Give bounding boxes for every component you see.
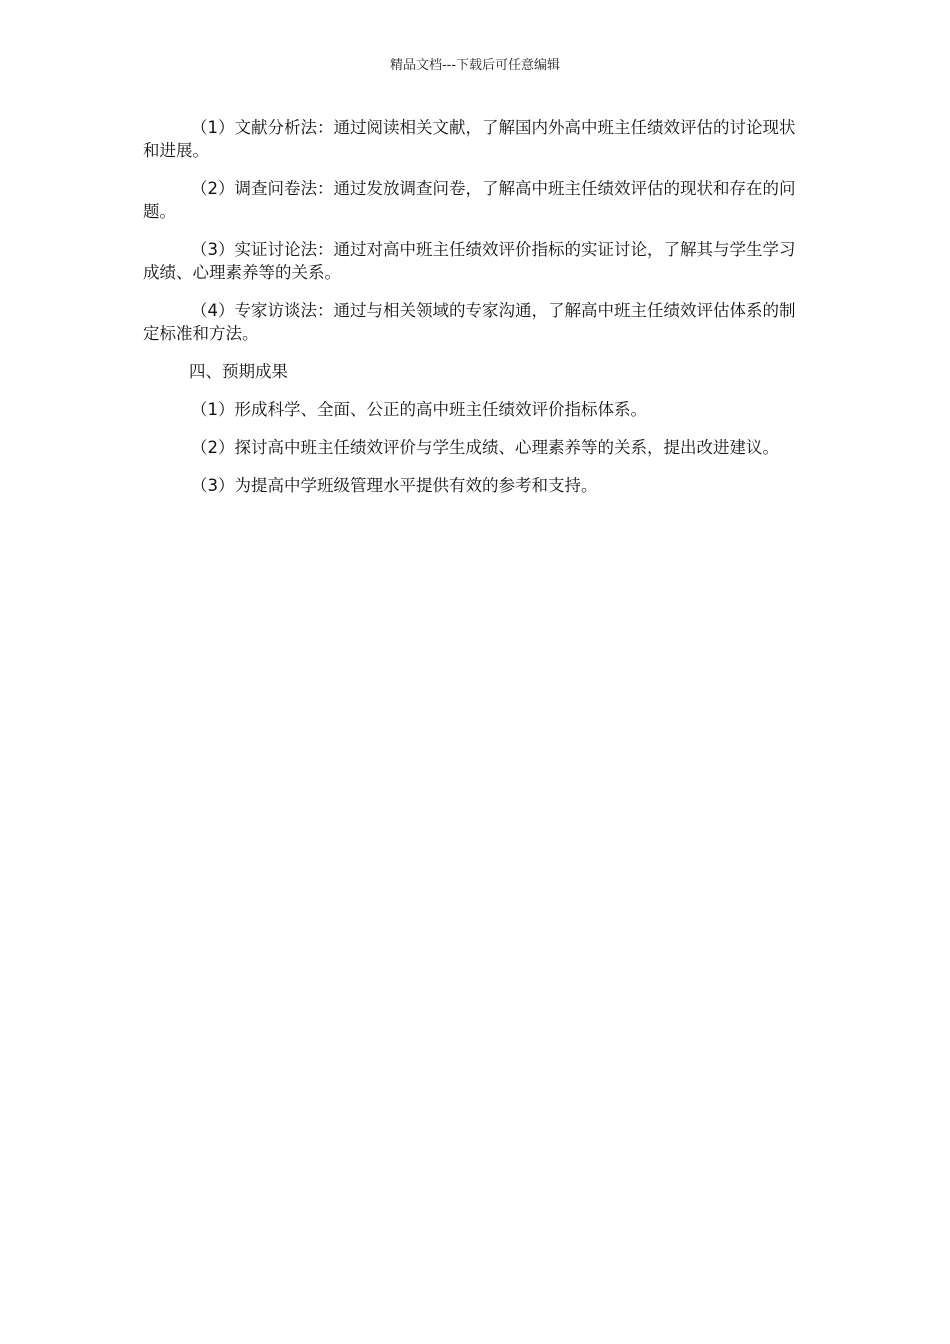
page-header: 精品文档---下载后可任意编辑 [389, 58, 561, 73]
result-item-3: （3）为提高中学班级管理水平提供有效的参考和支持。 [191, 476, 598, 495]
result-item-1: （1）形成科学、全面、公正的高中班主任绩效评价指标体系。 [191, 400, 647, 419]
method-paragraph-3: （3）实证讨论法：通过对高中班主任绩效评价指标的实证讨论，了解其与学生学习成绩、心理素养等的关系。 [143, 240, 796, 282]
section-heading-expected-results: 四、预期成果 [189, 362, 288, 381]
result-item-2: （2）探讨高中班主任绩效评价与学生成绩、心理素养等的关系，提出改进建议。 [191, 438, 779, 457]
method-paragraph-4: （4）专家访谈法：通过与相关领域的专家沟通，了解高中班主任绩效评估体系的制定标准和方法。 [143, 301, 796, 343]
method-paragraph-2: （2）调查问卷法：通过发放调查问卷，了解高中班主任绩效评估的现状和存在的问题。 [143, 179, 796, 221]
method-paragraph-1: （1）文献分析法：通过阅读相关文献，了解国内外高中班主任绩效评估的讨论现状和进展。 [143, 118, 796, 160]
document-body [143, 116, 811, 512]
